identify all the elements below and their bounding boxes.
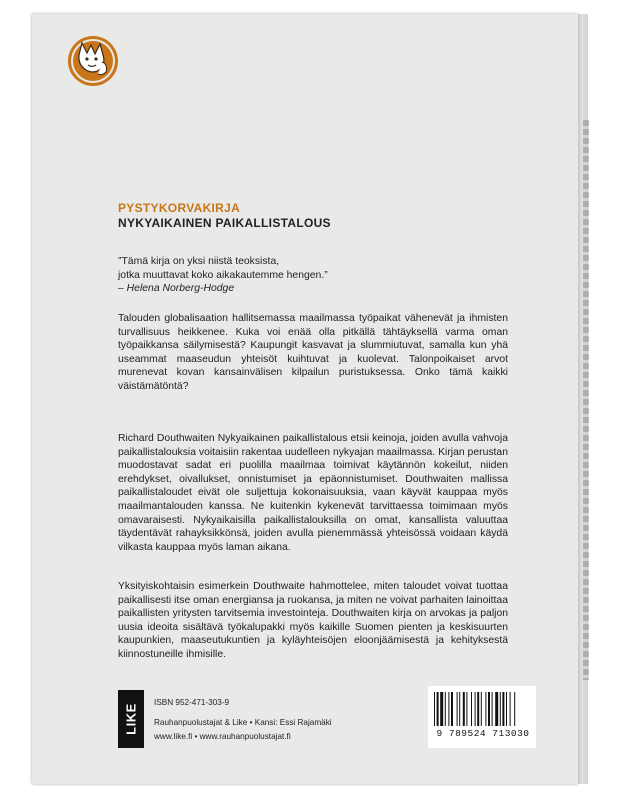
website-text: www.like.fi • www.rauhanpuolustajat.fi <box>154 732 291 741</box>
quote-author: – Helena Norberg-Hodge <box>118 283 235 295</box>
series-name: PYSTYKORVAKIRJA <box>118 201 241 215</box>
book-back-cover <box>32 14 578 784</box>
credits-text: Rauhanpuolustajat & Like • Kansi: Essi Rajamäki <box>154 718 332 727</box>
book-title: NYKYAIKAINEN PAIKALLISTALOUS <box>118 216 331 230</box>
quote-line-2: jotka muuttavat koko aikakautemme hengen.” <box>118 269 328 281</box>
pystykorva-dog-logo-icon <box>66 34 120 88</box>
isbn-text: ISBN 952-471-303-9 <box>154 698 230 707</box>
body-paragraph-2: Richard Douthwaiten Nykyaikainen paikallistalous etsii keinoja, joiden avulla vahvoja paikallistalouksia voitaisiin rakentaa uudelleen nykyajan maailmassa. Kirjan perustan muodostavat sadat eri puolilla maailmaa toimivat käytännön kokeilut, niiden erehdykset, oivallukset, onnistumiset ja epäonnistumiset. Douthwaiten mallissa paikallistaloudet eivät ole suljettuja kokonaisuuksia, vaan käyvät kauppaa myös maailmantalouden kanssa. Ne kuitenkin kykenevät tarvittaessa toimimaan myös omavaraisesti. Nykyaikaisilla paikallistalouksilla on omat, kansallista valuuttaa täydentävät rahayksikkönsä, joiden avulla pienemmässä yhteisössä voidaan käydä vilkasta kauppaa myös laman aikana. <box>118 433 508 553</box>
barcode-number: 9 789524 713030 <box>436 728 530 739</box>
quote-line-1: ”Tämä kirja on yksi niistä teoksista, <box>118 256 280 267</box>
blurb-quote <box>118 255 538 296</box>
publisher-logo <box>118 690 144 748</box>
barcode-bars <box>434 692 530 726</box>
spine-title-text <box>583 120 589 680</box>
body-paragraph-3: Yksityiskohtaisin esimerkein Douthwaite hahmottelee, miten taloudet voivat tuottaa paikallisesti itse oman energiansa ja ruokansa, ja miten ne voivat parhaiten lainoittaa paikallisten yritysten tarvitsemia investointeja. Douthwaiten kirja on arvokas ja paljon uusia ideoita sisältävä työkalupakki myös kaikille Suomen pienten ja keskisuurten kaupunkien, maaseutukuntien ja kyläyhteisöjen eloonjäämisestä ja kehityksestä kiinnostuneille ihmisille. <box>118 581 508 660</box>
body-paragraph-1: Talouden globalisaation hallitsemassa maailmassa työpaikat vähenevät ja ihmisten turvallisuus heikkenee. Kuka voi enää olla pitkällä tähtäyksellä varma oman työpaikkansa säilymisestä? Kaupungit kasvavat ja slummiutuvat, samalla kun yhä useammat maaseudun yhteisöt kuihtuvat ja kuolevat. Talonpoikaiset arvot murenevat kovan kansainvälisen kilpailun puristuksessa. Onko tämä kaikki väistämätöntä? <box>118 313 508 392</box>
publisher-logo-text: LIKE <box>123 703 139 735</box>
